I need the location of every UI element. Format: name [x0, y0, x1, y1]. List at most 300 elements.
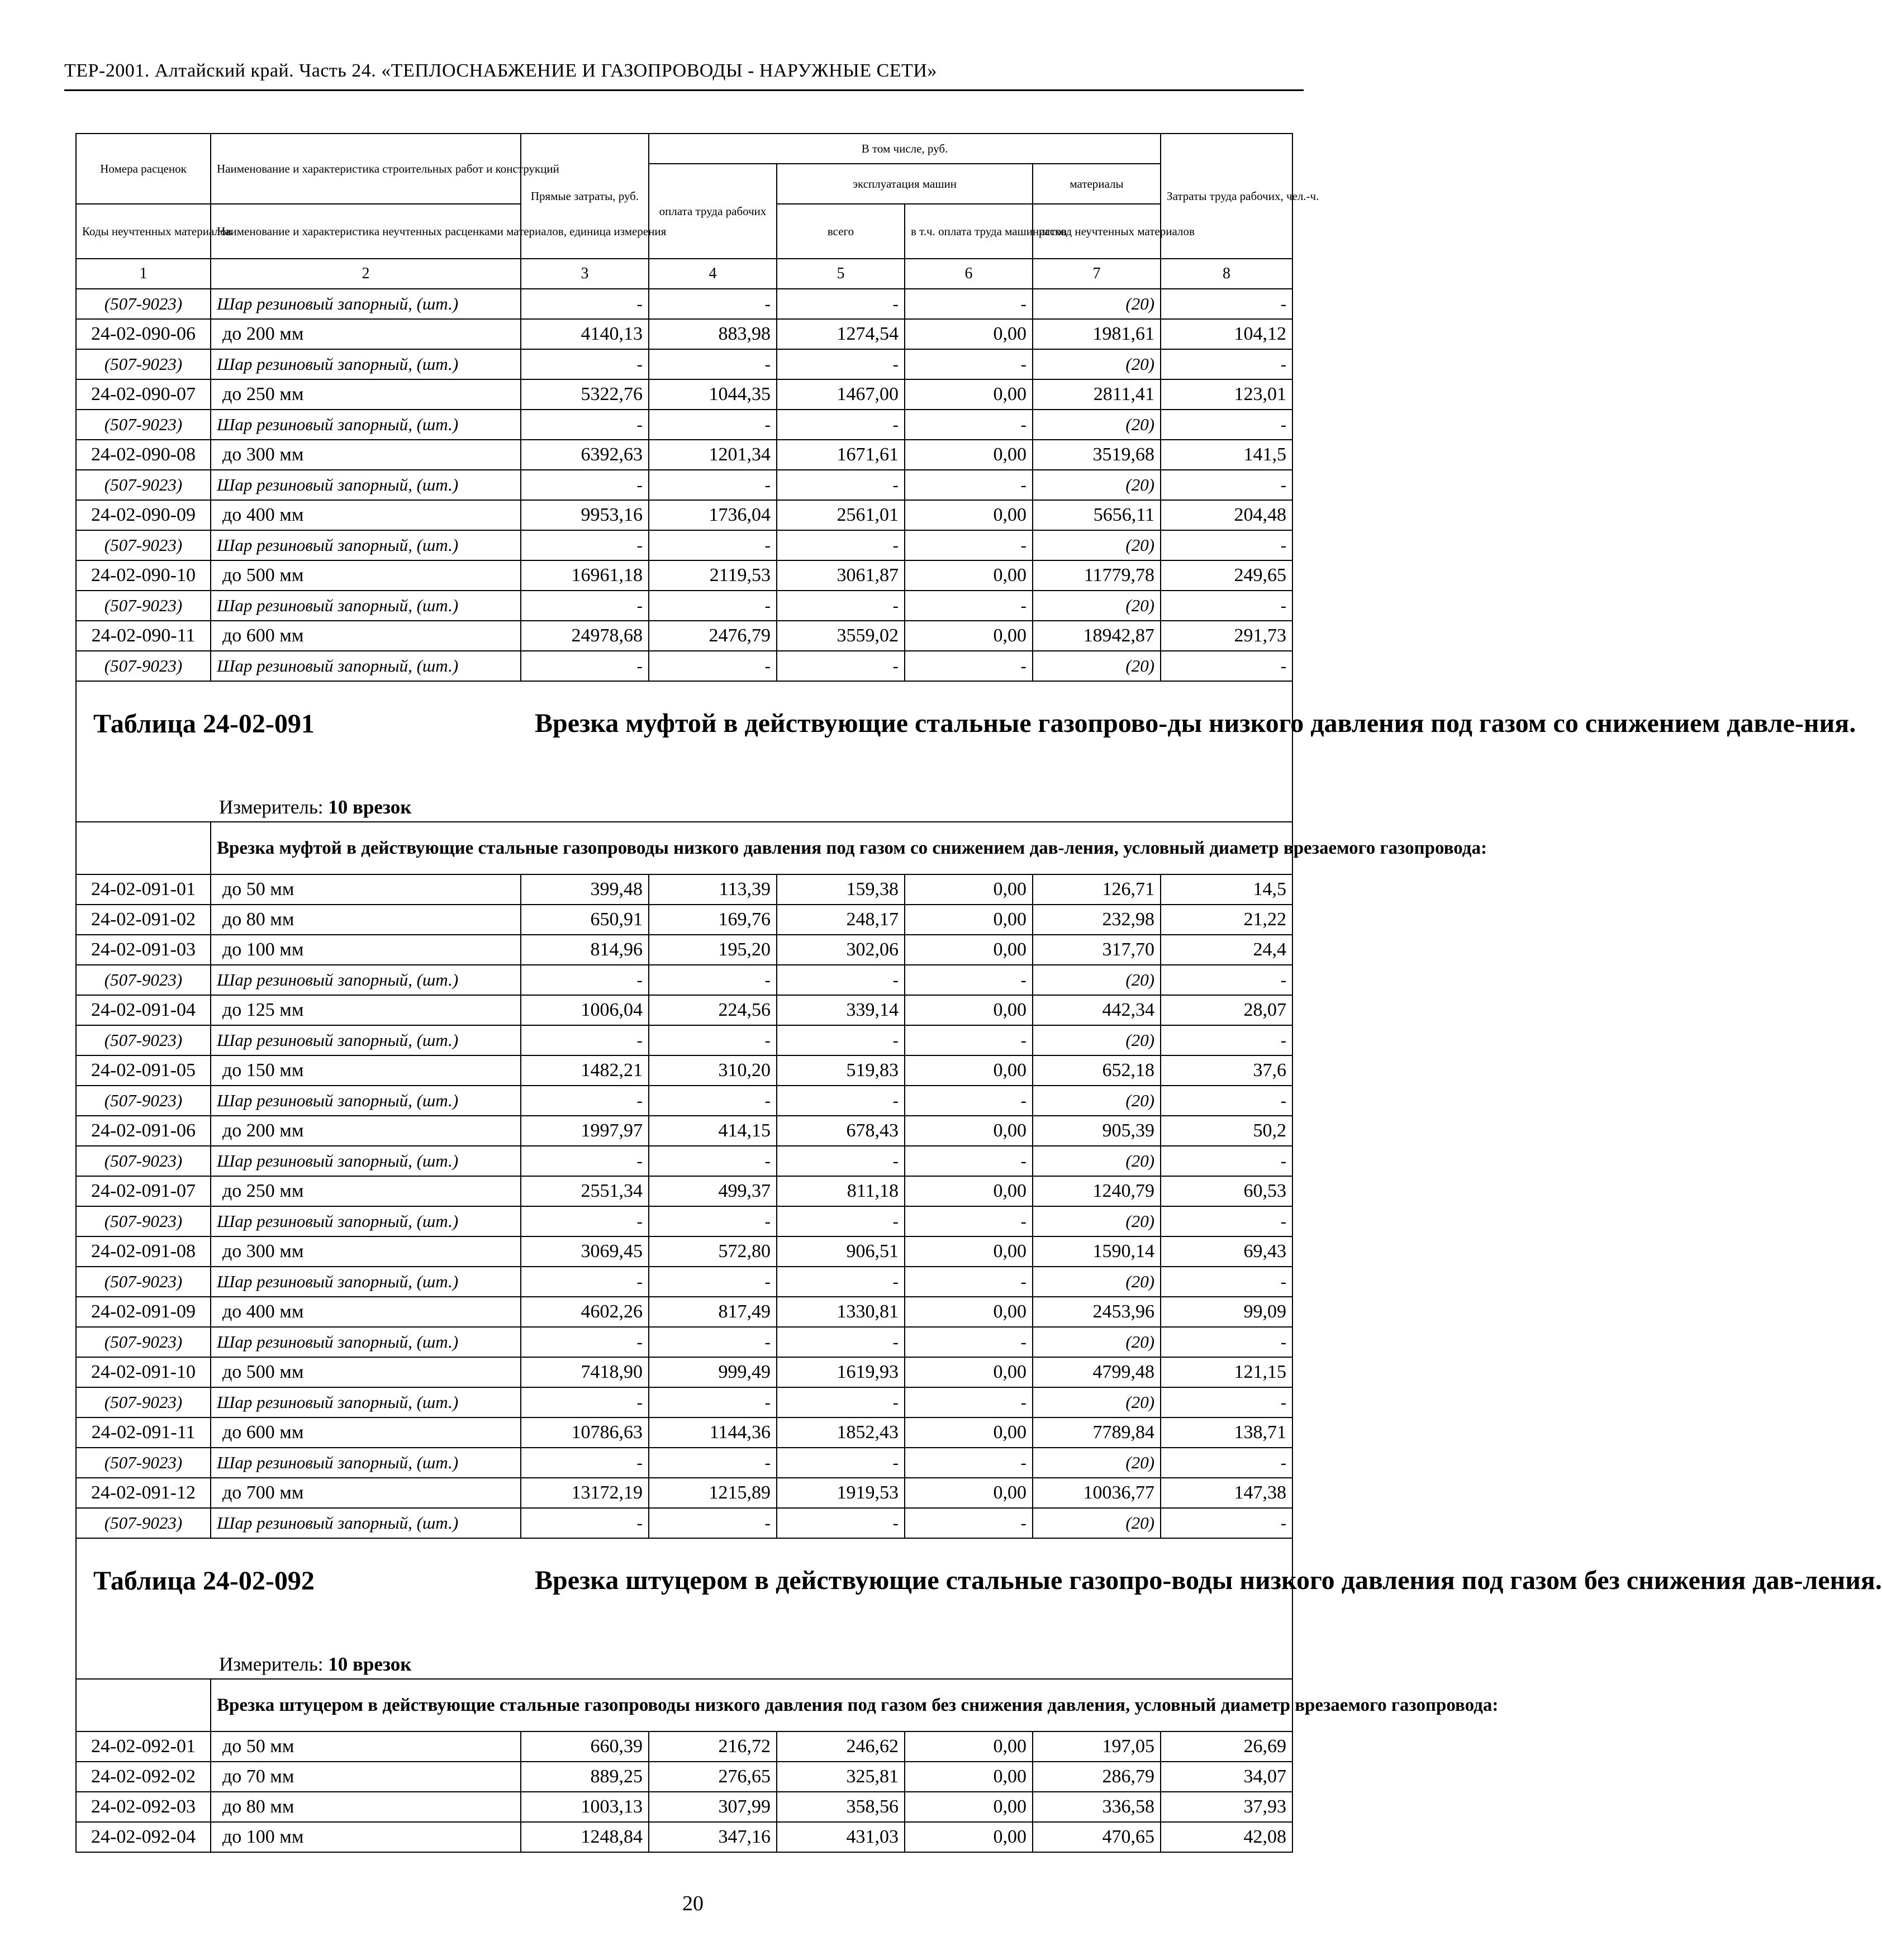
material-code: (507-9023) — [76, 965, 211, 995]
direct-cost: 4140,13 — [521, 319, 649, 349]
material-dash: - — [777, 965, 905, 995]
direct-cost: 650,91 — [521, 905, 649, 935]
direct-cost: 399,48 — [521, 874, 649, 905]
material-dash: - — [777, 1086, 905, 1116]
material-dash: - — [1161, 530, 1292, 560]
table-title: Таблица 24-02-092 — [93, 1566, 315, 1596]
material-dash: - — [649, 1025, 777, 1055]
material-dash: - — [1161, 965, 1292, 995]
machinists-pay: 0,00 — [905, 500, 1033, 530]
direct-cost: 4602,26 — [521, 1297, 649, 1327]
rate-name: до 700 мм — [211, 1478, 521, 1508]
material-dash: - — [777, 1267, 905, 1297]
material-code: (507-9023) — [76, 1267, 211, 1297]
material-name: Шар резиновый запорный, (шт.) — [211, 410, 521, 440]
direct-cost: 2551,34 — [521, 1176, 649, 1206]
labor-hours: 21,22 — [1161, 905, 1292, 935]
machines-total: 358,56 — [777, 1792, 905, 1822]
labor-hours: 104,12 — [1161, 319, 1292, 349]
material-dash: - — [521, 591, 649, 621]
rate-row — [76, 995, 1292, 1025]
rate-code: 24-02-092-01 — [76, 1731, 211, 1762]
material-dash: - — [1161, 591, 1292, 621]
material-amount: (20) — [1033, 289, 1161, 319]
material-dash: - — [905, 965, 1033, 995]
material-name: Шар резиновый запорный, (шт.) — [211, 530, 521, 560]
labor-hours: 60,53 — [1161, 1176, 1292, 1206]
rate-name: до 70 мм — [211, 1762, 521, 1792]
labor-pay: 499,37 — [649, 1176, 777, 1206]
machines-total: 678,43 — [777, 1116, 905, 1146]
direct-cost: 13172,19 — [521, 1478, 649, 1508]
rate-name: до 150 мм — [211, 1055, 521, 1086]
section-heading: Врезка муфтой в действующие стальные газопроводы низкого давления под газом со снижением дав-ления, условный диаметр врезаемого газопровода: — [211, 822, 1292, 874]
material-amount: (20) — [1033, 1387, 1161, 1417]
col-num: 8 — [1161, 259, 1292, 289]
material-name: Шар резиновый запорный, (шт.) — [211, 1448, 521, 1478]
machines-total: 1330,81 — [777, 1297, 905, 1327]
material-amount: (20) — [1033, 1508, 1161, 1538]
materials-cost: 336,58 — [1033, 1792, 1161, 1822]
material-name: Шар резиновый запорный, (шт.) — [211, 1387, 521, 1417]
rate-code: 24-02-092-02 — [76, 1762, 211, 1792]
material-dash: - — [905, 1086, 1033, 1116]
running-header: ТЕР-2001. Алтайский край. Часть 24. «ТЕПЛОСНАБЖЕНИЕ И ГАЗОПРОВОДЫ - НАРУЖНЫЕ СЕТИ» — [64, 60, 937, 81]
rate-row — [76, 1478, 1292, 1508]
rate-row — [76, 1055, 1292, 1086]
material-dash: - — [649, 1327, 777, 1357]
material-dash: - — [649, 1267, 777, 1297]
material-name: Шар резиновый запорный, (шт.) — [211, 591, 521, 621]
direct-cost: 660,39 — [521, 1731, 649, 1762]
col-labor: оплата труда рабочих — [649, 164, 777, 259]
machinists-pay: 0,00 — [905, 935, 1033, 965]
material-code: (507-9023) — [76, 1146, 211, 1176]
rate-code: 24-02-090-08 — [76, 440, 211, 470]
material-row — [76, 1448, 1292, 1478]
machinists-pay: 0,00 — [905, 995, 1033, 1025]
rate-row — [76, 560, 1292, 591]
rate-code: 24-02-091-04 — [76, 995, 211, 1025]
labor-hours: 34,07 — [1161, 1762, 1292, 1792]
meter-label: Измеритель: — [219, 1653, 324, 1675]
material-code: (507-9023) — [76, 1206, 211, 1236]
rate-row — [76, 1731, 1292, 1762]
material-dash: - — [905, 470, 1033, 500]
material-dash: - — [777, 591, 905, 621]
labor-hours: 14,5 — [1161, 874, 1292, 905]
labor-hours: 50,2 — [1161, 1116, 1292, 1146]
material-row — [76, 1267, 1292, 1297]
material-row — [76, 1146, 1292, 1176]
material-code: (507-9023) — [76, 470, 211, 500]
labor-hours: 204,48 — [1161, 500, 1292, 530]
labor-hours: 28,07 — [1161, 995, 1292, 1025]
col-labor-cost: Затраты труда рабочих, чел.-ч. — [1161, 134, 1292, 259]
material-row — [76, 1508, 1292, 1538]
material-amount: (20) — [1033, 470, 1161, 500]
rate-code: 24-02-091-10 — [76, 1357, 211, 1387]
material-dash: - — [905, 1025, 1033, 1055]
material-name: Шар резиновый запорный, (шт.) — [211, 965, 521, 995]
rate-code: 24-02-091-05 — [76, 1055, 211, 1086]
rate-name: до 200 мм — [211, 1116, 521, 1146]
table-title: Таблица 24-02-091 — [93, 709, 315, 739]
machinists-pay: 0,00 — [905, 1055, 1033, 1086]
table-meter — [219, 1653, 411, 1676]
rate-name: до 100 мм — [211, 1822, 521, 1852]
col-num: 6 — [905, 259, 1033, 289]
labor-hours: 121,15 — [1161, 1357, 1292, 1387]
rate-name: до 200 мм — [211, 319, 521, 349]
meter-value: 10 врезок — [328, 1653, 412, 1675]
material-row — [76, 1327, 1292, 1357]
material-row — [76, 651, 1292, 681]
rate-name: до 50 мм — [211, 1731, 521, 1762]
material-dash: - — [1161, 1327, 1292, 1357]
material-dash: - — [521, 1146, 649, 1176]
material-name: Шар резиновый запорный, (шт.) — [211, 349, 521, 379]
material-dash: - — [777, 410, 905, 440]
rate-name: до 50 мм — [211, 874, 521, 905]
rate-name: до 500 мм — [211, 1357, 521, 1387]
rate-code: 24-02-091-02 — [76, 905, 211, 935]
rate-row — [76, 1297, 1292, 1327]
labor-hours: 141,5 — [1161, 440, 1292, 470]
material-code: (507-9023) — [76, 349, 211, 379]
materials-cost: 317,70 — [1033, 935, 1161, 965]
rate-name: до 600 мм — [211, 621, 521, 651]
section-heading-row — [76, 822, 1292, 874]
material-dash: - — [649, 1508, 777, 1538]
rate-row — [76, 621, 1292, 651]
material-dash: - — [1161, 1146, 1292, 1176]
material-code: (507-9023) — [76, 410, 211, 440]
rate-code: 24-02-092-03 — [76, 1792, 211, 1822]
rate-name: до 500 мм — [211, 560, 521, 591]
material-amount: (20) — [1033, 1327, 1161, 1357]
table-heading — [76, 681, 1856, 822]
material-dash: - — [521, 530, 649, 560]
material-code: (507-9023) — [76, 1086, 211, 1116]
materials-cost: 652,18 — [1033, 1055, 1161, 1086]
material-dash: - — [521, 1206, 649, 1236]
material-dash: - — [521, 410, 649, 440]
labor-hours: 37,93 — [1161, 1792, 1292, 1822]
rate-code: 24-02-091-11 — [76, 1417, 211, 1448]
machines-total: 159,38 — [777, 874, 905, 905]
material-amount: (20) — [1033, 1267, 1161, 1297]
material-dash: - — [777, 651, 905, 681]
material-dash: - — [521, 651, 649, 681]
material-dash: - — [649, 1146, 777, 1176]
labor-pay: 1044,35 — [649, 379, 777, 410]
labor-hours: 291,73 — [1161, 621, 1292, 651]
material-row — [76, 289, 1292, 319]
machinists-pay: 0,00 — [905, 1236, 1033, 1267]
rate-code: 24-02-091-07 — [76, 1176, 211, 1206]
materials-cost: 5656,11 — [1033, 500, 1161, 530]
material-row — [76, 965, 1292, 995]
material-dash: - — [1161, 1387, 1292, 1417]
material-row — [76, 530, 1292, 560]
machines-total: 248,17 — [777, 905, 905, 935]
machines-total: 325,81 — [777, 1762, 905, 1792]
labor-pay: 1144,36 — [649, 1417, 777, 1448]
col-machines: эксплуатация машин — [777, 164, 1033, 204]
material-amount: (20) — [1033, 965, 1161, 995]
labor-pay: 572,80 — [649, 1236, 777, 1267]
rate-code: 24-02-091-12 — [76, 1478, 211, 1508]
material-dash: - — [905, 1508, 1033, 1538]
material-dash: - — [777, 1327, 905, 1357]
materials-cost: 2811,41 — [1033, 379, 1161, 410]
labor-pay: 310,20 — [649, 1055, 777, 1086]
material-row — [76, 349, 1292, 379]
rate-row — [76, 935, 1292, 965]
section-spacer — [76, 1679, 211, 1731]
rate-row — [76, 319, 1292, 349]
machines-total: 519,83 — [777, 1055, 905, 1086]
machines-total: 2561,01 — [777, 500, 905, 530]
machinists-pay: 0,00 — [905, 1478, 1033, 1508]
direct-cost: 1006,04 — [521, 995, 649, 1025]
labor-hours: 24,4 — [1161, 935, 1292, 965]
material-amount: (20) — [1033, 349, 1161, 379]
table-heading-row — [76, 1538, 1292, 1679]
direct-cost: 10786,63 — [521, 1417, 649, 1448]
material-dash: - — [521, 965, 649, 995]
machinists-pay: 0,00 — [905, 1762, 1033, 1792]
direct-cost: 3069,45 — [521, 1236, 649, 1267]
labor-pay: 817,49 — [649, 1297, 777, 1327]
table-heading — [76, 1538, 1882, 1679]
rate-row — [76, 1762, 1292, 1792]
rate-row — [76, 500, 1292, 530]
table-description: Врезка штуцером в действующие стальные газопро-воды низкого давления под газом без снижения дав-ления. — [535, 1566, 1882, 1595]
material-row — [76, 1025, 1292, 1055]
machines-total: 3559,02 — [777, 621, 905, 651]
material-dash: - — [521, 1327, 649, 1357]
rate-name: до 400 мм — [211, 1297, 521, 1327]
section-heading: Врезка штуцером в действующие стальные газопроводы низкого давления под газом без снижения давления, условный диаметр врезаемого газопровода: — [211, 1679, 1292, 1731]
material-amount: (20) — [1033, 1086, 1161, 1116]
material-dash: - — [777, 1146, 905, 1176]
labor-hours: 249,65 — [1161, 560, 1292, 591]
machinists-pay: 0,00 — [905, 319, 1033, 349]
direct-cost: 24978,68 — [521, 621, 649, 651]
meter-value: 10 врезок — [328, 796, 412, 818]
material-dash: - — [777, 1025, 905, 1055]
rate-code: 24-02-091-08 — [76, 1236, 211, 1267]
col-unaccounted: расход неучтенных материалов — [1033, 204, 1161, 259]
material-name: Шар резиновый запорный, (шт.) — [211, 470, 521, 500]
rate-code: 24-02-091-09 — [76, 1297, 211, 1327]
machines-total: 1274,54 — [777, 319, 905, 349]
section-spacer — [76, 822, 211, 874]
material-dash: - — [1161, 470, 1292, 500]
col-direct: Прямые затраты, руб. — [521, 134, 649, 259]
material-row — [76, 1206, 1292, 1236]
rate-code: 24-02-091-03 — [76, 935, 211, 965]
material-code: (507-9023) — [76, 1508, 211, 1538]
col-total: всего — [777, 204, 905, 259]
material-dash: - — [905, 1206, 1033, 1236]
rate-code: 24-02-090-11 — [76, 621, 211, 651]
materials-cost: 442,34 — [1033, 995, 1161, 1025]
labor-hours: 37,6 — [1161, 1055, 1292, 1086]
material-dash: - — [649, 349, 777, 379]
material-dash: - — [905, 530, 1033, 560]
direct-cost: 889,25 — [521, 1762, 649, 1792]
labor-hours: 42,08 — [1161, 1822, 1292, 1852]
col-code-bottom: Коды неучтенных материалов — [76, 204, 211, 259]
machinists-pay: 0,00 — [905, 1116, 1033, 1146]
labor-pay: 169,76 — [649, 905, 777, 935]
labor-pay: 1736,04 — [649, 500, 777, 530]
machines-total: 302,06 — [777, 935, 905, 965]
labor-hours: 69,43 — [1161, 1236, 1292, 1267]
material-amount: (20) — [1033, 530, 1161, 560]
rate-code: 24-02-091-06 — [76, 1116, 211, 1146]
materials-cost: 18942,87 — [1033, 621, 1161, 651]
labor-hours: 123,01 — [1161, 379, 1292, 410]
material-name: Шар резиновый запорный, (шт.) — [211, 289, 521, 319]
machines-total: 1619,93 — [777, 1357, 905, 1387]
machinists-pay: 0,00 — [905, 1176, 1033, 1206]
rate-row — [76, 905, 1292, 935]
material-dash: - — [1161, 1206, 1292, 1236]
rate-row — [76, 1822, 1292, 1852]
rate-name: до 100 мм — [211, 935, 521, 965]
material-dash: - — [1161, 1025, 1292, 1055]
material-dash: - — [649, 651, 777, 681]
header-row-1 — [76, 134, 1292, 164]
rate-row — [76, 874, 1292, 905]
material-name: Шар резиновый запорный, (шт.) — [211, 1327, 521, 1357]
material-dash: - — [905, 1267, 1033, 1297]
labor-pay: 999,49 — [649, 1357, 777, 1387]
materials-cost: 11779,78 — [1033, 560, 1161, 591]
direct-cost: 1482,21 — [521, 1055, 649, 1086]
materials-cost: 286,79 — [1033, 1762, 1161, 1792]
machinists-pay: 0,00 — [905, 1792, 1033, 1822]
machinists-pay: 0,00 — [905, 874, 1033, 905]
material-dash: - — [777, 530, 905, 560]
labor-pay: 2476,79 — [649, 621, 777, 651]
labor-pay: 195,20 — [649, 935, 777, 965]
materials-cost: 1981,61 — [1033, 319, 1161, 349]
rate-name: до 600 мм — [211, 1417, 521, 1448]
rate-name: до 250 мм — [211, 379, 521, 410]
rate-row — [76, 440, 1292, 470]
labor-pay: 307,99 — [649, 1792, 777, 1822]
direct-cost: 9953,16 — [521, 500, 649, 530]
rate-name: до 300 мм — [211, 1236, 521, 1267]
material-code: (507-9023) — [76, 651, 211, 681]
material-dash: - — [905, 1448, 1033, 1478]
material-code: (507-9023) — [76, 1327, 211, 1357]
machinists-pay: 0,00 — [905, 1297, 1033, 1327]
rate-code: 24-02-090-07 — [76, 379, 211, 410]
material-amount: (20) — [1033, 410, 1161, 440]
machines-total: 431,03 — [777, 1822, 905, 1852]
material-amount: (20) — [1033, 1448, 1161, 1478]
rate-name: до 400 мм — [211, 500, 521, 530]
materials-cost: 197,05 — [1033, 1731, 1161, 1762]
material-dash: - — [905, 349, 1033, 379]
material-amount: (20) — [1033, 1206, 1161, 1236]
rate-code: 24-02-090-06 — [76, 319, 211, 349]
materials-cost: 2453,96 — [1033, 1297, 1161, 1327]
material-dash: - — [1161, 1448, 1292, 1478]
machinists-pay: 0,00 — [905, 379, 1033, 410]
material-dash: - — [777, 1387, 905, 1417]
material-row — [76, 1086, 1292, 1116]
meter-label: Измеритель: — [219, 796, 324, 818]
material-dash: - — [521, 1025, 649, 1055]
material-row — [76, 591, 1292, 621]
material-name: Шар резиновый запорный, (шт.) — [211, 1508, 521, 1538]
rate-row — [76, 1176, 1292, 1206]
material-name: Шар резиновый запорный, (шт.) — [211, 651, 521, 681]
col-num: 3 — [521, 259, 649, 289]
rates-table-frame — [75, 133, 1882, 1853]
table-heading-row — [76, 681, 1292, 822]
machines-total: 1919,53 — [777, 1478, 905, 1508]
material-dash: - — [905, 1327, 1033, 1357]
material-row — [76, 410, 1292, 440]
material-dash: - — [905, 651, 1033, 681]
material-code: (507-9023) — [76, 591, 211, 621]
rate-name: до 250 мм — [211, 1176, 521, 1206]
labor-pay: 113,39 — [649, 874, 777, 905]
labor-pay: 1215,89 — [649, 1478, 777, 1508]
materials-cost: 232,98 — [1033, 905, 1161, 935]
material-dash: - — [777, 1448, 905, 1478]
machines-total: 906,51 — [777, 1236, 905, 1267]
machines-total: 1671,61 — [777, 440, 905, 470]
material-dash: - — [521, 1448, 649, 1478]
table-description: Врезка муфтой в действующие стальные газопрово-ды низкого давления под газом со снижением давле-ния. — [535, 708, 1856, 738]
material-code: (507-9023) — [76, 1025, 211, 1055]
material-amount: (20) — [1033, 1025, 1161, 1055]
material-dash: - — [905, 1146, 1033, 1176]
page-number: 20 — [682, 1892, 704, 1915]
material-dash: - — [1161, 1267, 1292, 1297]
labor-hours: 99,09 — [1161, 1297, 1292, 1327]
material-dash: - — [521, 1267, 649, 1297]
col-num: 5 — [777, 259, 905, 289]
machinists-pay: 0,00 — [905, 440, 1033, 470]
material-dash: - — [777, 1508, 905, 1538]
col-num: 7 — [1033, 259, 1161, 289]
rate-row — [76, 1357, 1292, 1387]
direct-cost: 5322,76 — [521, 379, 649, 410]
machinists-pay: 0,00 — [905, 560, 1033, 591]
material-row — [76, 470, 1292, 500]
rate-row — [76, 1792, 1292, 1822]
material-name: Шар резиновый запорный, (шт.) — [211, 1025, 521, 1055]
machines-total: 246,62 — [777, 1731, 905, 1762]
materials-cost: 1590,14 — [1033, 1236, 1161, 1267]
material-dash: - — [649, 289, 777, 319]
section-heading-row — [76, 1679, 1292, 1731]
material-name: Шар резиновый запорный, (шт.) — [211, 1146, 521, 1176]
rate-name: до 300 мм — [211, 440, 521, 470]
rate-code: 24-02-092-04 — [76, 1822, 211, 1852]
material-dash: - — [905, 289, 1033, 319]
